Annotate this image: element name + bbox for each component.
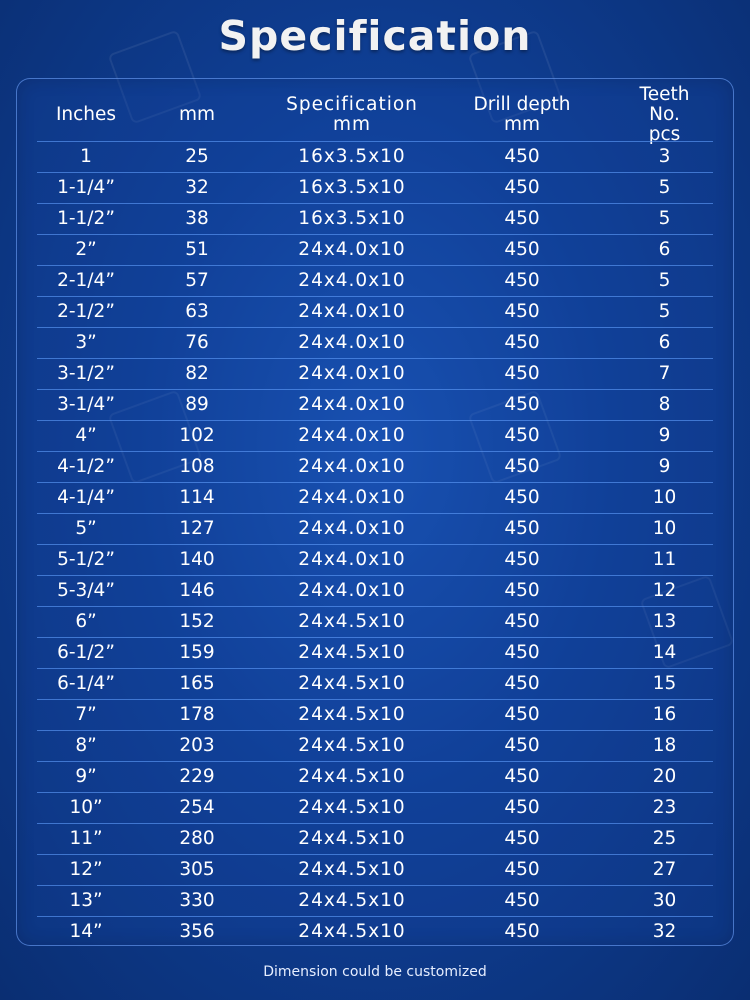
- table-row: [37, 358, 713, 389]
- cell-teeth-no: 9: [658, 425, 671, 446]
- cell-teeth-no: 20: [652, 766, 677, 787]
- page-title: Specification: [218, 12, 532, 60]
- cell-mm: 32: [185, 177, 209, 198]
- cell-mm: 203: [179, 735, 215, 756]
- cell-inches: 11”: [69, 828, 103, 849]
- table-row: [37, 730, 713, 761]
- header-label: Teeth No.: [639, 84, 690, 125]
- cell-mm: 140: [179, 549, 215, 570]
- cell-mm: 82: [185, 363, 209, 384]
- cell-drill-depth: 450: [504, 642, 540, 663]
- header-specification: [287, 89, 417, 141]
- cell-inches: 3-1/4”: [57, 394, 115, 415]
- cell-inches: 14”: [69, 921, 103, 942]
- cell-drill-depth: 450: [504, 580, 540, 601]
- table-row: [37, 234, 713, 265]
- cell-teeth-no: 10: [652, 518, 677, 539]
- cell-teeth-no: 13: [652, 611, 677, 632]
- cell-inches: 1: [80, 146, 92, 167]
- cell-specification: 16x3.5x10: [298, 177, 406, 198]
- cell-mm: 178: [179, 704, 215, 725]
- cell-drill-depth: 450: [504, 828, 540, 849]
- cell-inches: 1-1/4”: [57, 177, 115, 198]
- cell-mm: 89: [185, 394, 209, 415]
- table-row: [37, 265, 713, 296]
- cell-teeth-no: 9: [658, 456, 671, 477]
- cell-inches: 5-3/4”: [57, 580, 115, 601]
- cell-teeth-no: 11: [652, 549, 677, 570]
- cell-mm: 330: [179, 890, 215, 911]
- header-label: mm: [178, 104, 216, 125]
- cell-inches: 13”: [69, 890, 103, 911]
- cell-drill-depth: 450: [504, 394, 540, 415]
- header-label: Inches: [55, 104, 117, 125]
- table-row: [37, 327, 713, 358]
- cell-teeth-no: 16: [652, 704, 677, 725]
- spec-table-panel: [16, 78, 734, 946]
- table-body: [37, 141, 713, 947]
- cell-drill-depth: 450: [504, 425, 540, 446]
- table-row: [37, 761, 713, 792]
- cell-drill-depth: 450: [504, 208, 540, 229]
- cell-specification: 24x4.5x10: [298, 859, 406, 880]
- table-row: [37, 420, 713, 451]
- cell-specification: 24x4.5x10: [298, 766, 406, 787]
- cell-inches: 9”: [75, 766, 97, 787]
- cell-teeth-no: 27: [652, 859, 677, 880]
- cell-teeth-no: 23: [652, 797, 677, 818]
- cell-mm: 76: [185, 332, 209, 353]
- cell-mm: 25: [185, 146, 209, 167]
- cell-teeth-no: 30: [652, 890, 677, 911]
- cell-drill-depth: 450: [504, 673, 540, 694]
- cell-teeth-no: 25: [652, 828, 677, 849]
- cell-mm: 254: [179, 797, 215, 818]
- cell-teeth-no: 12: [652, 580, 677, 601]
- cell-inches: 4-1/4”: [57, 487, 115, 508]
- cell-specification: 24x4.0x10: [298, 487, 406, 508]
- cell-inches: 6”: [75, 611, 97, 632]
- cell-inches: 3”: [75, 332, 97, 353]
- cell-specification: 24x4.5x10: [298, 642, 406, 663]
- cell-inches: 4”: [75, 425, 97, 446]
- cell-teeth-no: 32: [652, 921, 677, 942]
- cell-teeth-no: 6: [658, 332, 671, 353]
- cell-teeth-no: 15: [652, 673, 677, 694]
- table-row: [37, 575, 713, 606]
- table-row: [37, 916, 713, 947]
- cell-specification: 16x3.5x10: [298, 208, 406, 229]
- cell-inches: 4-1/2”: [57, 456, 115, 477]
- cell-teeth-no: 7: [658, 363, 671, 384]
- cell-inches: 12”: [69, 859, 103, 880]
- header-drill-depth: [457, 89, 587, 141]
- cell-specification: 24x4.5x10: [298, 611, 406, 632]
- header-mm: [157, 89, 237, 141]
- cell-inches: 6-1/2”: [57, 642, 115, 663]
- table-row: [37, 885, 713, 916]
- cell-inches: 7”: [75, 704, 97, 725]
- cell-mm: 63: [185, 301, 209, 322]
- cell-specification: 24x4.0x10: [298, 425, 406, 446]
- cell-specification: 24x4.5x10: [298, 890, 406, 911]
- cell-mm: 114: [179, 487, 215, 508]
- header-unit: pcs: [648, 124, 681, 145]
- header-inches: [37, 89, 135, 141]
- cell-mm: 152: [179, 611, 215, 632]
- cell-specification: 24x4.0x10: [298, 456, 406, 477]
- cell-mm: 57: [185, 270, 209, 291]
- cell-inches: 5”: [75, 518, 97, 539]
- cell-drill-depth: 450: [504, 890, 540, 911]
- cell-drill-depth: 450: [504, 859, 540, 880]
- cell-inches: 8”: [75, 735, 97, 756]
- cell-mm: 51: [185, 239, 209, 260]
- table-row: [37, 823, 713, 854]
- cell-drill-depth: 450: [504, 487, 540, 508]
- cell-specification: 24x4.0x10: [298, 580, 406, 601]
- cell-inches: 2-1/2”: [57, 301, 115, 322]
- table-row: [37, 606, 713, 637]
- cell-specification: 24x4.5x10: [298, 735, 406, 756]
- table-row: [37, 637, 713, 668]
- cell-specification: 16x3.5x10: [298, 146, 406, 167]
- cell-inches: 5-1/2”: [57, 549, 115, 570]
- cell-drill-depth: 450: [504, 704, 540, 725]
- table-row: [37, 513, 713, 544]
- cell-teeth-no: 6: [658, 239, 671, 260]
- cell-specification: 24x4.0x10: [298, 518, 406, 539]
- cell-mm: 356: [179, 921, 215, 942]
- cell-mm: 159: [179, 642, 215, 663]
- cell-teeth-no: 5: [658, 208, 671, 229]
- cell-mm: 127: [179, 518, 215, 539]
- cell-specification: 24x4.5x10: [298, 921, 406, 942]
- cell-teeth-no: 10: [652, 487, 677, 508]
- table-row: [37, 668, 713, 699]
- cell-teeth-no: 5: [658, 301, 671, 322]
- header-unit: mm: [332, 114, 372, 135]
- cell-specification: 24x4.0x10: [298, 270, 406, 291]
- cell-inches: 2-1/4”: [57, 270, 115, 291]
- cell-mm: 165: [179, 673, 215, 694]
- cell-mm: 108: [179, 456, 215, 477]
- cell-drill-depth: 450: [504, 363, 540, 384]
- table-row: [37, 544, 713, 575]
- cell-mm: 102: [179, 425, 215, 446]
- cell-drill-depth: 450: [504, 735, 540, 756]
- table-header: [37, 84, 713, 145]
- cell-inches: 6-1/4”: [57, 673, 115, 694]
- cell-specification: 24x4.0x10: [298, 394, 406, 415]
- table-row: [37, 296, 713, 327]
- cell-drill-depth: 450: [504, 549, 540, 570]
- cell-inches: 1-1/2”: [57, 208, 115, 229]
- table-row: [37, 141, 713, 172]
- cell-teeth-no: 5: [658, 177, 671, 198]
- cell-mm: 280: [179, 828, 215, 849]
- cell-drill-depth: 450: [504, 766, 540, 787]
- cell-drill-depth: 450: [504, 518, 540, 539]
- table-row: [37, 699, 713, 730]
- cell-drill-depth: 450: [504, 301, 540, 322]
- cell-specification: 24x4.0x10: [298, 363, 406, 384]
- cell-mm: 305: [179, 859, 215, 880]
- cell-teeth-no: 18: [652, 735, 677, 756]
- cell-specification: 24x4.5x10: [298, 704, 406, 725]
- cell-drill-depth: 450: [504, 177, 540, 198]
- header-label: Specification: [286, 94, 418, 115]
- cell-drill-depth: 450: [504, 146, 540, 167]
- cell-inches: 2”: [75, 239, 97, 260]
- header-unit: mm: [503, 114, 541, 135]
- cell-drill-depth: 450: [504, 921, 540, 942]
- cell-mm: 229: [179, 766, 215, 787]
- cell-teeth-no: 3: [658, 146, 671, 167]
- table-row: [37, 389, 713, 420]
- cell-teeth-no: 8: [658, 394, 671, 415]
- table-row: [37, 203, 713, 234]
- cell-drill-depth: 450: [504, 611, 540, 632]
- table-row: [37, 792, 713, 823]
- cell-specification: 24x4.0x10: [298, 239, 406, 260]
- cell-inches: 10”: [69, 797, 103, 818]
- cell-specification: 24x4.5x10: [298, 797, 406, 818]
- cell-teeth-no: 5: [658, 270, 671, 291]
- cell-drill-depth: 450: [504, 332, 540, 353]
- table-row: [37, 451, 713, 482]
- cell-drill-depth: 450: [504, 270, 540, 291]
- cell-drill-depth: 450: [504, 239, 540, 260]
- cell-specification: 24x4.0x10: [298, 549, 406, 570]
- cell-specification: 24x4.5x10: [298, 673, 406, 694]
- table-row: [37, 854, 713, 885]
- cell-drill-depth: 450: [504, 456, 540, 477]
- cell-specification: 24x4.0x10: [298, 301, 406, 322]
- cell-drill-depth: 450: [504, 797, 540, 818]
- header-label: Drill depth: [473, 94, 571, 115]
- footnote: Dimension could be customized: [263, 964, 487, 980]
- cell-mm: 38: [185, 208, 209, 229]
- cell-teeth-no: 14: [652, 642, 677, 663]
- cell-specification: 24x4.5x10: [298, 828, 406, 849]
- cell-inches: 3-1/2”: [57, 363, 115, 384]
- table-row: [37, 172, 713, 203]
- table-row: [37, 482, 713, 513]
- cell-specification: 24x4.0x10: [298, 332, 406, 353]
- cell-mm: 146: [179, 580, 215, 601]
- header-teeth-no: [622, 84, 707, 145]
